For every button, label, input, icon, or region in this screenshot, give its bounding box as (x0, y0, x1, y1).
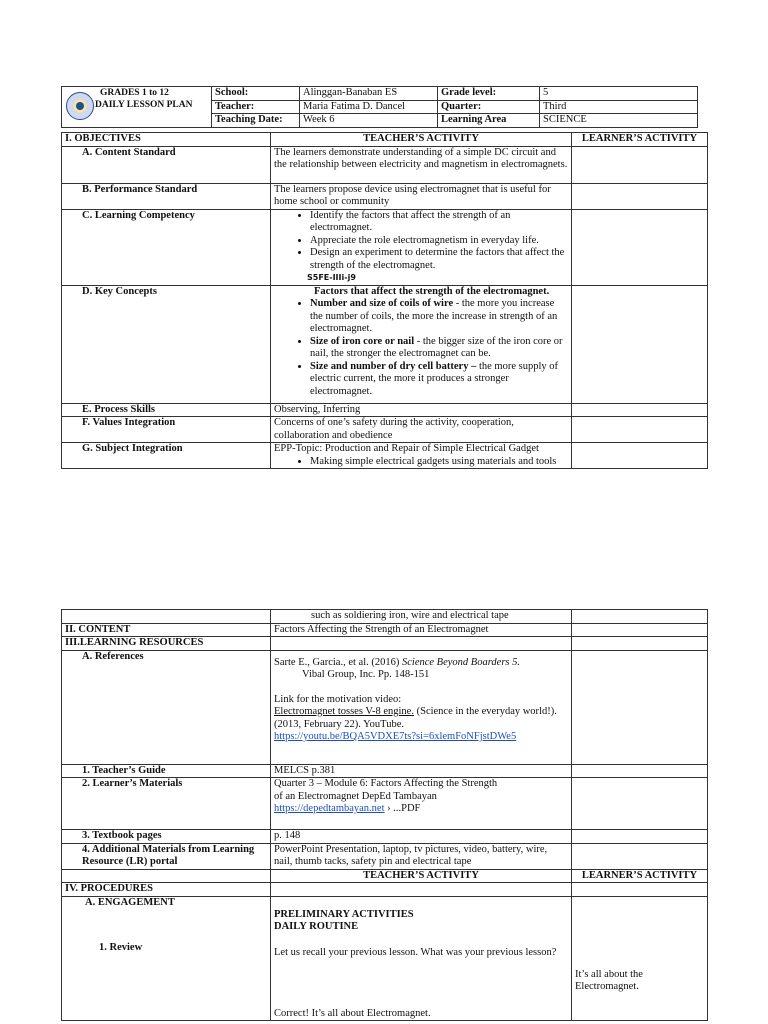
textbook-pages-label: 3. Textbook pages (62, 830, 271, 844)
content-standard-label: A. Content Standard (62, 146, 271, 183)
resources-procedures-table (61, 609, 708, 1021)
learning-resources-heading: III.LEARNING RESOURCES (62, 637, 271, 651)
review-question: Let us recall your previous lesson. What was your previous lesson? (274, 946, 557, 958)
subject-integration-item: • Making simple electrical gadgets using materials and tools (310, 456, 568, 469)
video-title: Electromagnet tosses V-8 engine. (274, 706, 414, 717)
competency-item: • Identify the factors that affect the strength of an electromagnet. (310, 210, 568, 235)
video-link[interactable]: https://youtu.be/BQA5VDXE7ts?si=6xlemFoNFjstDWe5 (274, 731, 517, 742)
area-value: SCIENCE (540, 114, 698, 128)
dlp-label: DAILY LESSON PLAN (95, 100, 193, 110)
video-citation: (Science in the everyday world!). (2013, February 22). YouTube. (274, 706, 557, 730)
key-concept-item: • Number and size of coils of wire - the more you increase the number of coils, the more the increase in strength of an electromagnet. (310, 298, 568, 336)
engagement-cell (62, 896, 271, 1020)
teacher-feedback: Correct! It’s all about Electromagnet. (274, 1007, 431, 1019)
competency-item: • Appreciate the role electromagnetism in everyday life. (310, 235, 568, 248)
subject-integration-label: G. Subject Integration (62, 443, 271, 469)
depedtambayan-link[interactable]: https://depedtambayan.net (274, 803, 385, 814)
subject-integration-text: EPP-Topic: Production and Repair of Simple Electrical Gadget (274, 443, 539, 454)
learner-activity-header-2: LEARNER’S ACTIVITY (572, 869, 708, 883)
motivation-video-label: Link for the motivation video: (274, 693, 402, 705)
date-label: Teaching Date: (212, 114, 300, 128)
performance-standard-text: The learners propose device using electromagnet that is useful for home school or community (271, 183, 572, 209)
key-concepts-cell (271, 285, 572, 403)
reference-authors: Sarte E., Garcia., et al. (2016) (274, 656, 402, 668)
additional-materials-label: 4. Additional Materials from Learning Resource (LR) portal (62, 843, 271, 869)
teacher-label: Teacher: (212, 100, 300, 114)
key-concepts-title: Factors that affect the strength of the electromagnet. (314, 285, 550, 297)
quarter-value: Third (540, 100, 698, 114)
reference-publisher: Vibal Group, Inc. Pp. 148-151 (302, 669, 430, 680)
engagement-teacher-cell (271, 896, 572, 1020)
school-label: School: (212, 87, 300, 101)
learners-materials-label: 2. Learner’s Materials (62, 778, 271, 830)
values-integration-text: Concerns of one’s safety during the activity, cooperation, collaboration and obedience (271, 417, 572, 443)
date-value: Week 6 (300, 114, 438, 128)
teachers-guide-label: 1. Teacher’s Guide (62, 764, 271, 778)
content-text: Factors Affecting the Strength of an Electromagnet (271, 623, 572, 637)
values-integration-label: F. Values Integration (62, 417, 271, 443)
area-label: Learning Area (438, 114, 540, 128)
references-cell (271, 650, 572, 764)
grade-label: Grade level: (438, 87, 540, 101)
process-skills-label: E. Process Skills (62, 403, 271, 417)
learners-materials-cell: Quarter 3 – Module 6: Factors Affecting the Strength of an Electromagnet DepEd Tambayan https://depedtambayan.net › ...PDF (271, 778, 572, 830)
quarter-label: Quarter: (438, 100, 540, 114)
key-concepts-label: D. Key Concepts (62, 285, 271, 403)
key-concept-item: • Size and number of dry cell battery – the more supply of electric current, the more it produces a stronger electromagnet. (310, 361, 568, 399)
textbook-pages-text: p. 148 (271, 830, 572, 844)
objectives-table (61, 132, 708, 469)
competency-code: S5FE-IIIi-j9 (307, 273, 356, 282)
grade-value: 5 (540, 87, 698, 101)
engagement-label: A. ENGAGEMENT (85, 896, 175, 908)
learner-answer: It’s all about the Electromagnet. (575, 968, 643, 992)
dlp-title-cell (62, 87, 212, 128)
learning-competency-cell (271, 209, 572, 285)
content-heading: II. CONTENT (62, 623, 271, 637)
continued-text: such as soldiering iron, wire and electrical tape (271, 610, 572, 624)
teacher-activity-header-2: TEACHER’S ACTIVITY (271, 869, 572, 883)
engagement-learner-cell (572, 896, 708, 1020)
process-skills-text: Observing, Inferring (271, 403, 572, 417)
competency-item: • Design an experiment to determine the factors that affect the strength of the electromagnet. (310, 247, 568, 272)
deped-seal-icon (66, 92, 94, 120)
subject-integration-cell (271, 443, 572, 469)
learning-competency-label: C. Learning Competency (62, 209, 271, 285)
content-standard-text: The learners demonstrate understanding of a simple DC circuit and the relationship between electricity and magnetism in electromagnets. (271, 146, 572, 183)
review-label: 1. Review (99, 941, 143, 953)
procedures-heading: IV. PROCEDURES (62, 883, 271, 897)
key-concept-item: • Size of iron core or nail - the bigger size of the iron core or nail, the stronger the electromagnet can be. (310, 336, 568, 361)
grades-label: GRADES 1 to 12 (100, 88, 169, 98)
teachers-guide-text: MELCS p.381 (271, 764, 572, 778)
preliminary-activities: PRELIMINARY ACTIVITIES (274, 908, 414, 920)
additional-materials-text: PowerPoint Presentation, laptop, tv pictures, video, battery, wire, nail, thumb tacks, safety pin and electrical tape (271, 843, 572, 869)
reference-book-title: Science Beyond Boarders 5. (402, 656, 520, 668)
daily-routine: DAILY ROUTINE (274, 921, 359, 932)
objectives-heading: I. OBJECTIVES (62, 133, 271, 147)
learner-activity-header: LEARNER’S ACTIVITY (572, 133, 708, 147)
teacher-value: Maria Fatima D. Dancel (300, 100, 438, 114)
references-label: A. References (62, 650, 271, 764)
header-table (61, 86, 698, 128)
teacher-activity-header: TEACHER’S ACTIVITY (271, 133, 572, 147)
performance-standard-label: B. Performance Standard (62, 183, 271, 209)
school-value: Alinggan-Banaban ES (300, 87, 438, 101)
